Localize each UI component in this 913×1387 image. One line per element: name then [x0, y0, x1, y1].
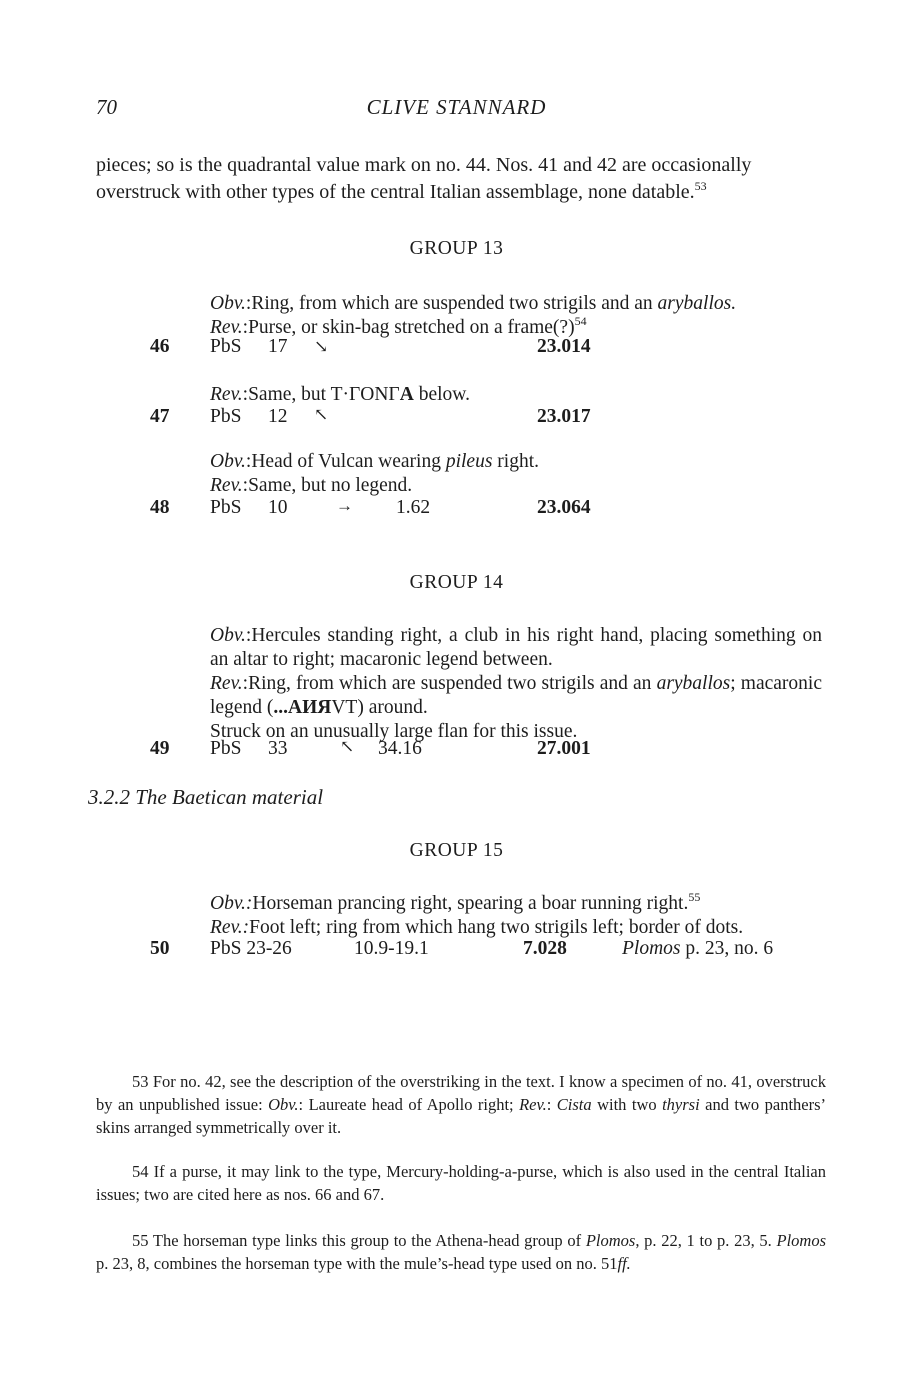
entry-48-reference: 23.064	[537, 497, 591, 518]
group-15-description: Obv.:Horseman prancing right, spearing a boar running right.$^{55}$ Rev.:Foot left; ring from which hang two strigils left; border of dots.	[210, 890, 744, 938]
entry-number-49: 49	[150, 738, 170, 759]
entry-number-50: 50	[150, 938, 170, 959]
entry-number-46: 46	[150, 336, 170, 357]
section-heading: 3.2.2 The Baetican material	[88, 785, 324, 809]
entry-47-size: 12	[268, 406, 288, 427]
footnote-ref-53: 53	[694, 179, 707, 193]
entry-47-metal: PbS	[210, 406, 242, 427]
footnote-53: 53 For no. 42, see the description of the overstriking in the text. I know a specimen of no. 41, overstruck by an unpublished issue: Obv.: Laureate head of Apollo right; Rev.: Cista with two thyrsi and two panthers’ skins arranged symmetrically over it.	[96, 1072, 827, 1137]
entry-49-metal: PbS	[210, 738, 242, 759]
group-15-title: GROUP 15	[409, 840, 504, 861]
group-14-title: GROUP 14	[409, 572, 504, 593]
running-title: CLIVE STANNARD	[366, 95, 547, 119]
intro-line-2: overstruck with other types of the central Italian assemblage, none datable.$^{53}$	[96, 179, 707, 203]
rev-line: Rev.:Purse, or skin-bag stretched on a frame(?)$^{54}$	[210, 314, 587, 338]
entry-48-size: 10	[268, 497, 288, 518]
entry-50-reference: 7.028	[523, 938, 567, 959]
axis-arrow-icon: →	[336, 496, 353, 515]
page-number: 70	[96, 95, 117, 119]
footnote-ref-54: 54	[574, 314, 587, 328]
entry-49-reference: 27.001	[537, 738, 591, 759]
axis-arrow-icon: ↘	[314, 337, 329, 356]
footnote-ref-55: 55	[688, 890, 701, 904]
entry-46-metal: PbS	[210, 336, 242, 357]
footnote-55: 55 The horseman type links this group to the Athena-head group of Plomos, p. 22, 1 to p. 23, 5. Plomos p. 23, 8, combines the horseman type with the mule’s-head type used on no. 51ff.	[96, 1231, 826, 1273]
entry-48-metal: PbS	[210, 497, 242, 518]
axis-arrow-icon: ↖	[340, 737, 355, 756]
entry-48-description: Obv.:Head of Vulcan wearing pileus right. Rev.:Same, but no legend.	[210, 451, 540, 496]
intro-paragraph	[96, 152, 826, 206]
entry-49-size: 33	[268, 738, 288, 759]
entry-48-weight: 1.62	[396, 497, 431, 518]
entry-50-metal: PbS 23-26	[210, 938, 292, 959]
footnote-54: 54 If a purse, it may link to the type, Mercury-holding-a-purse, which is also used in the central Italian issues; two are cited here as nos. 66 and 67.	[96, 1162, 826, 1204]
entry-49-weight: 34.16	[378, 738, 422, 759]
entry-46-reference: 23.014	[537, 336, 591, 357]
entry-47-description: Rev.:Same, but T·ΓΟΝΓA below.	[210, 384, 470, 405]
entry-number-47: 47	[150, 406, 170, 427]
axis-arrow-icon: ↖	[314, 405, 329, 424]
intro-line-1: pieces; so is the quadrantal value mark on no. 44. Nos. 41 and 42 are occasionally	[96, 154, 752, 176]
group-13-title: GROUP 13	[409, 238, 504, 259]
entry-47-reference: 23.017	[537, 406, 591, 427]
entry-46-size: 17	[268, 336, 288, 357]
entry-50-weight: 10.9-19.1	[354, 938, 429, 959]
obv-line: Obv.:Ring, from which are suspended two strigils and an aryballos.	[210, 293, 737, 314]
entry-50-citation: Plomos p. 23, no. 6	[622, 938, 774, 959]
group-14-description: Obv.:Hercules standing right, a club in his right hand, placing something on an altar to right; macaronic legend between. Rev.:Ring, from which are suspended two strigils and an aryballos; macaronic legend (...AИЯVT) around. Struck on an unusually large flan for this issue.	[210, 625, 822, 742]
entry-number-48: 48	[150, 497, 170, 518]
group-13-description	[210, 292, 822, 340]
